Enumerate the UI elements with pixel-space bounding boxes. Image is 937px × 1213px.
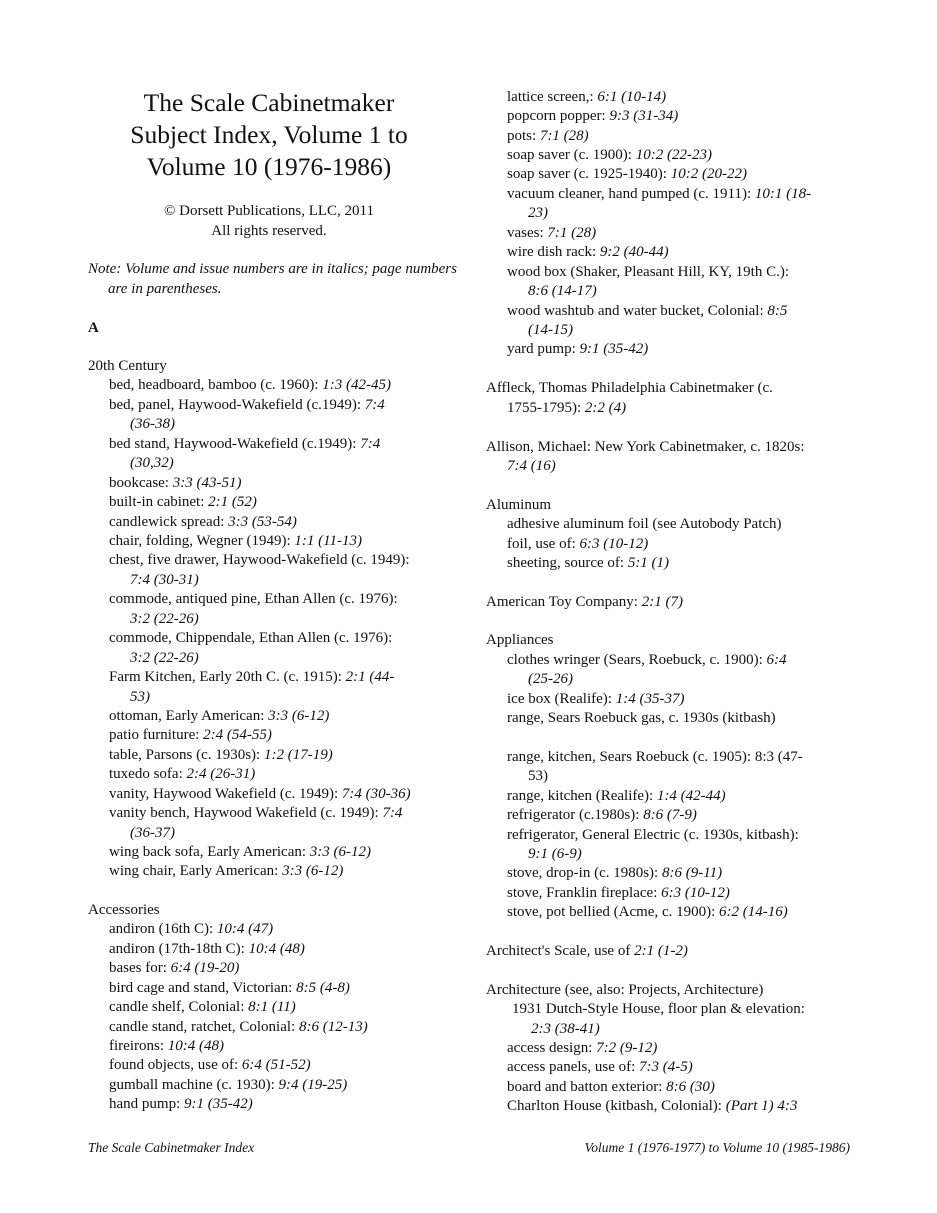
index-entry: soap saver (c. 1900): 10:2 (22-23) xyxy=(507,147,712,163)
title-line-2: Subject Index, Volume 1 to xyxy=(130,120,408,149)
index-entry: soap saver (c. 1925-1940): 10:2 (20-22) xyxy=(507,166,747,182)
index-entry: bookcase: 3:3 (43-51) xyxy=(109,475,242,491)
index-entry: andiron (17th-18th C): 10:4 (48) xyxy=(109,941,305,957)
index-entry: wing back sofa, Early American: 3:3 (6-12) xyxy=(109,844,371,860)
index-entry-continuation: (36-38) xyxy=(130,416,175,432)
index-note: Note: Volume and issue numbers are in italics; page numbers are in parentheses. xyxy=(88,261,457,297)
index-entry-continuation: (25-26) xyxy=(528,671,573,687)
copyright-line: © Dorsett Publications, LLC, 2011 xyxy=(164,203,374,219)
index-entry: built-in cabinet: 2:1 (52) xyxy=(109,494,257,510)
index-entry: fireirons: 10:4 (48) xyxy=(109,1038,224,1054)
index-entry: table, Parsons (c. 1930s): 1:2 (17-19) xyxy=(109,747,333,763)
index-entry: bed, panel, Haywood-Wakefield (c.1949): 7:4 xyxy=(109,397,385,413)
index-entry: adhesive aluminum foil (see Autobody Patch) xyxy=(507,516,782,532)
index-entry: bird cage and stand, Victorian: 8:5 (4-8) xyxy=(109,980,350,996)
index-entry: found objects, use of: 6:4 (51-52) xyxy=(109,1057,311,1073)
index-entry: candle shelf, Colonial: 8:1 (11) xyxy=(109,999,296,1015)
index-entry-continuation: 3:2 (22-26) xyxy=(130,611,199,627)
index-entry: wood box (Shaker, Pleasant Hill, KY, 19th C.): xyxy=(507,264,790,280)
document-title xyxy=(88,87,450,183)
index-heading: 20th Century xyxy=(88,358,167,374)
index-entry: vases: 7:1 (28) xyxy=(507,225,597,241)
index-entry-continuation: (14-15) xyxy=(528,322,573,338)
index-entry: chair, folding, Wegner (1949): 1:1 (11-13) xyxy=(109,533,362,549)
index-entry: range, Sears Roebuck gas, c. 1930s (kitbash) xyxy=(507,710,776,726)
index-entry: andiron (16th C): 10:4 (47) xyxy=(109,921,274,937)
index-entry: range, kitchen, Sears Roebuck (c. 1905): 8:3 (47- xyxy=(507,749,803,765)
index-entry: commode, antiqued pine, Ethan Allen (c. 1976): xyxy=(109,591,398,607)
title-line-3: Volume 10 (1976-1986) xyxy=(146,152,392,181)
section-letter: A xyxy=(88,320,99,336)
index-entry: refrigerator (c.1980s): 8:6 (7-9) xyxy=(507,807,697,823)
index-entry: hand pump: 9:1 (35-42) xyxy=(109,1096,253,1112)
index-entry: yard pump: 9:1 (35-42) xyxy=(507,341,649,357)
index-entry: commode, Chippendale, Ethan Allen (c. 1976): xyxy=(109,630,393,646)
index-entry: wood washtub and water bucket, Colonial: 8:5 xyxy=(507,303,788,319)
index-entry-continuation: 53) xyxy=(130,689,150,705)
index-entry: patio furniture: 2:4 (54-55) xyxy=(109,727,272,743)
index-heading-continuation: 7:4 (16) xyxy=(507,458,556,474)
index-entry-continuation: 2:3 (38-41) xyxy=(531,1021,600,1037)
index-entry: wire dish rack: 9:2 (40-44) xyxy=(507,244,669,260)
index-entry: stove, pot bellied (Acme, c. 1900): 6:2 (14-16) xyxy=(507,904,788,920)
index-entry: clothes wringer (Sears, Roebuck, c. 1900): 6:4 xyxy=(507,652,787,668)
index-entry-continuation: 3:2 (22-26) xyxy=(130,650,199,666)
index-heading: Aluminum xyxy=(486,497,552,513)
index-heading-continuation: 1755-1795): 2:2 (4) xyxy=(507,400,627,416)
index-entry: vacuum cleaner, hand pumped (c. 1911): 10:1 (18- xyxy=(507,186,812,202)
index-heading: Affleck, Thomas Philadelphia Cabinetmaker (c. xyxy=(486,380,773,396)
footer-volume-range: Volume 1 (1976-1977) to Volume 10 (1985-1986) xyxy=(584,1140,850,1155)
index-entry: refrigerator, General Electric (c. 1930s, kitbash): xyxy=(507,827,799,843)
index-entry: Farm Kitchen, Early 20th C. (c. 1915): 2:1 (44- xyxy=(109,669,395,685)
rights-line: All rights reserved. xyxy=(211,222,327,239)
copyright-block xyxy=(88,202,450,241)
index-entry: sheeting, source of: 5:1 (1) xyxy=(507,555,670,571)
index-entry: popcorn popper: 9:3 (31-34) xyxy=(507,108,679,124)
index-entry: bed stand, Haywood-Wakefield (c.1949): 7:4 xyxy=(109,436,381,452)
index-heading: American Toy Company: 2:1 (7) xyxy=(486,594,683,610)
index-entry: 1931 Dutch-Style House, floor plan & elevation: xyxy=(512,1001,805,1017)
index-entry: board and batton exterior: 8:6 (30) xyxy=(507,1079,715,1095)
index-entry-continuation: 23) xyxy=(528,205,548,221)
index-entry-continuation: 7:4 (30-31) xyxy=(130,572,199,588)
index-entry: ice box (Realife): 1:4 (35-37) xyxy=(507,691,685,707)
index-entry-continuation: (30,32) xyxy=(130,455,174,471)
index-entry: stove, drop-in (c. 1980s): 8:6 (9-11) xyxy=(507,865,723,881)
footer-title: The Scale Cabinetmaker Index xyxy=(88,1140,255,1155)
index-entry: foil, use of: 6:3 (10-12) xyxy=(507,536,649,552)
index-entry: vanity, Haywood Wakefield (c. 1949): 7:4 (30-36) xyxy=(109,786,411,802)
index-entry: gumball machine (c. 1930): 9:4 (19-25) xyxy=(109,1077,348,1093)
index-entry: tuxedo sofa: 2:4 (26-31) xyxy=(109,766,256,782)
index-entry: bed, headboard, bamboo (c. 1960): 1:3 (42-45) xyxy=(109,377,392,393)
index-entry: candlewick spread: 3:3 (53-54) xyxy=(109,514,297,530)
index-entry: bases for: 6:4 (19-20) xyxy=(109,960,240,976)
index-entry-continuation: 9:1 (6-9) xyxy=(528,846,582,862)
index-entry: access panels, use of: 7:3 (4-5) xyxy=(507,1059,693,1075)
index-entry: wing chair, Early American: 3:3 (6-12) xyxy=(109,863,344,879)
index-entry: access design: 7:2 (9-12) xyxy=(507,1040,658,1056)
index-entry: vanity bench, Haywood Wakefield (c. 1949): 7:4 xyxy=(109,805,403,821)
index-entry: range, kitchen (Realife): 1:4 (42-44) xyxy=(507,788,726,804)
index-entry-continuation: 53) xyxy=(528,768,548,784)
index-entry: chest, five drawer, Haywood-Wakefield (c. 1949): xyxy=(109,552,410,568)
index-entry: lattice screen,: 6:1 (10-14) xyxy=(507,89,667,105)
index-entry: stove, Franklin fireplace: 6:3 (10-12) xyxy=(507,885,730,901)
index-heading: Accessories xyxy=(88,902,160,918)
index-entry: pots: 7:1 (28) xyxy=(507,128,589,144)
index-heading: Architecture (see, also: Projects, Architecture) xyxy=(486,982,764,998)
index-heading: Architect's Scale, use of 2:1 (1-2) xyxy=(486,943,688,959)
title-line-1: The Scale Cabinetmaker xyxy=(143,88,395,117)
index-entry: candle stand, ratchet, Colonial: 8:6 (12-13) xyxy=(109,1019,368,1035)
index-heading: Allison, Michael: New York Cabinetmaker, c. 1820s: xyxy=(486,439,805,455)
index-entry-continuation: (36-37) xyxy=(130,825,175,841)
index-entry: ottoman, Early American: 3:3 (6-12) xyxy=(109,708,330,724)
index-entry-continuation: 8:6 (14-17) xyxy=(528,283,597,299)
index-entry: Charlton House (kitbash, Colonial): (Part 1) 4:3 xyxy=(507,1098,798,1114)
index-heading: Appliances xyxy=(486,632,554,648)
